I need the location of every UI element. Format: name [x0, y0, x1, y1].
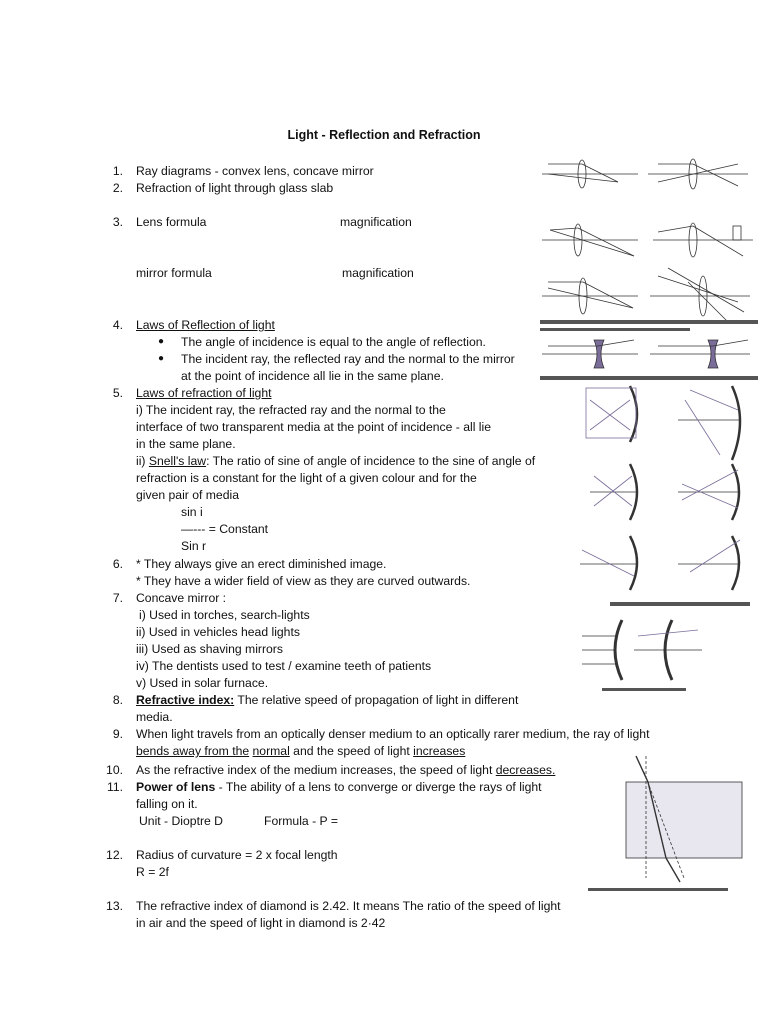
bullet-icon: ● — [158, 353, 165, 364]
refractive-index-term: Refractive index: — [136, 693, 235, 707]
text-run: and the speed of light — [289, 744, 414, 758]
convex-mirror-point: * They always give an erect diminished image. — [136, 557, 387, 571]
mirror-ray-diagrams-figure — [560, 380, 760, 612]
concave-mirror-use: iv) The dentists used to test / examine teeth of patients — [136, 659, 432, 673]
text-run: decreases. — [495, 763, 556, 777]
concave-mirror-use: i) Used in torches, search-lights — [139, 608, 310, 622]
concave-mirror-use: v) Used in solar furnace. — [136, 676, 269, 690]
refractive-speed-line — [136, 762, 555, 778]
item-number: 10. — [106, 763, 123, 777]
convex-mirror-point: * They have a wider field of view as they are curved outwards. — [136, 574, 471, 588]
text-run: increases — [413, 744, 466, 758]
reflection-laws-heading: Laws of Reflection of light — [136, 318, 275, 332]
item-number: 6. — [112, 557, 123, 571]
snells-law-line — [136, 453, 535, 469]
reflection-law-2-cont: at the point of incidence all lie in the same plane. — [181, 369, 444, 383]
item-number: 4. — [112, 318, 123, 332]
text-run: bends away from the — [136, 744, 250, 758]
concave-mirror-heading: Concave mirror : — [136, 591, 227, 605]
unit-label: Unit - Dioptre D — [139, 814, 223, 828]
concave-mirror-use: ii) Used in vehicles head lights — [136, 625, 300, 639]
refraction-law-line: refraction is a constant for the light of a given colour and for the — [136, 471, 477, 485]
refraction-law-line: given pair of media — [136, 488, 239, 502]
text-run: - The ability of a lens to converge or diverge the rays of light — [215, 780, 542, 794]
item-number: 11. — [106, 780, 123, 794]
item-number: 3. — [112, 215, 123, 229]
lens-ray-diagrams-figure — [538, 152, 760, 340]
item-number: 1. — [112, 164, 123, 178]
concave-mirror-use: iii) Used as shaving mirrors — [136, 642, 283, 656]
refraction-laws-heading: Laws of refraction of light — [136, 386, 272, 400]
glass-slab-figure — [584, 752, 748, 900]
denser-rarer-cont — [136, 743, 465, 759]
denser-rarer-line: When light travels from an optically denser medium to an optically rarer medium, the ray of light — [136, 727, 650, 741]
formula-line: —--- = Constant — [181, 522, 269, 536]
formula-label: Formula - P = — [264, 814, 338, 828]
power-of-lens-cont: falling on it. — [136, 797, 198, 811]
refraction-law-line: interface of two transparent media at the point of incidence - all lie — [136, 420, 491, 434]
refraction-law-line: in the same plane. — [136, 437, 236, 451]
text-run: : The ratio of sine of angle of incidence to the sine of angle of — [206, 454, 536, 468]
item-number: 5. — [112, 386, 123, 400]
bullet-icon: ● — [158, 336, 165, 347]
text-run: normal — [252, 744, 290, 758]
item-number: 13. — [106, 899, 123, 913]
item-2-text: Refraction of light through glass slab — [136, 181, 334, 195]
reflection-law-2: The incident ray, the reflected ray and the normal to the mirror — [181, 352, 515, 366]
item-number: 8. — [112, 693, 123, 707]
item-number: 7. — [112, 591, 123, 605]
item-number: 12. — [106, 848, 123, 862]
snells-law-term: Snell's law — [148, 454, 207, 468]
item-number: 9. — [112, 727, 123, 741]
lens-formula-label: Lens formula — [136, 215, 207, 229]
concave-lens-diagrams-figure — [538, 336, 760, 384]
refractive-index-cont: media. — [136, 710, 173, 724]
power-of-lens-line — [136, 779, 542, 795]
item-number: 2. — [112, 181, 123, 195]
formula-line: sin i — [181, 505, 203, 519]
reflection-law-1: The angle of incidence is equal to the angle of reflection. — [181, 335, 486, 349]
magnification-label: magnification — [340, 215, 412, 229]
diamond-line: The refractive index of diamond is 2.42. It means The ratio of the speed of light — [136, 899, 561, 913]
refractive-index-line — [136, 692, 518, 708]
radius-line: Radius of curvature = 2 x focal length — [136, 848, 338, 862]
text-run: ii) — [136, 454, 149, 468]
diamond-cont: in air and the speed of light in diamond is 2·42 — [136, 916, 386, 930]
item-1-text: Ray diagrams - convex lens, concave mirror — [136, 164, 374, 178]
formula-line: Sin r — [181, 539, 207, 553]
convex-mirror-figure — [572, 616, 714, 696]
mirror-formula-label: mirror formula — [136, 266, 212, 280]
power-of-lens-term: Power of lens — [136, 780, 216, 794]
text-run: The relative speed of propagation of light in different — [234, 693, 519, 707]
magnification-label: magnification — [342, 266, 414, 280]
text-run: As the refractive index of the medium increases, the speed of light — [136, 763, 496, 777]
page-title: Light - Reflection and Refraction — [287, 128, 481, 142]
radius-formula: R = 2f — [136, 865, 169, 879]
refraction-law-line: i) The incident ray, the refracted ray and the normal to the — [136, 403, 446, 417]
